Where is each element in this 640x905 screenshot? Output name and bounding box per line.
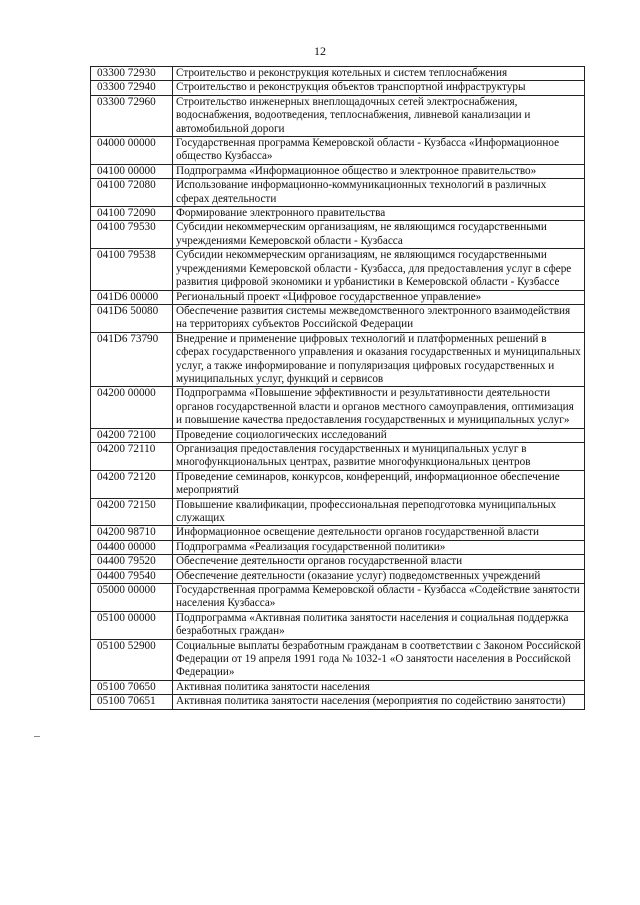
row-code: 04200 98710 xyxy=(91,526,173,540)
row-description: Проведение социологических исследований xyxy=(173,428,585,442)
row-description: Региональный проект «Цифровое государственное управление» xyxy=(173,290,585,304)
row-description: Обеспечение деятельности (оказание услуг) подведомственных учреждений xyxy=(173,569,585,583)
row-description: Активная политика занятости населения xyxy=(173,680,585,694)
table-row xyxy=(91,332,585,387)
table-row xyxy=(91,584,585,612)
table-row xyxy=(91,95,585,136)
table-row xyxy=(91,179,585,207)
row-code: 04200 72120 xyxy=(91,470,173,498)
table-row xyxy=(91,387,585,428)
table-row xyxy=(91,680,585,694)
table-row xyxy=(91,611,585,639)
row-code: 04000 00000 xyxy=(91,137,173,165)
row-code: 05100 52900 xyxy=(91,639,173,680)
table-row xyxy=(91,304,585,332)
row-code: 04200 72110 xyxy=(91,442,173,470)
row-code: 04400 79520 xyxy=(91,555,173,569)
row-code: 04200 72150 xyxy=(91,498,173,526)
row-code: 03300 72940 xyxy=(91,81,173,95)
row-code: 04400 00000 xyxy=(91,540,173,554)
row-description: Обеспечение деятельности органов государственной власти xyxy=(173,555,585,569)
row-description: Проведение семинаров, конкурсов, конференций, информационное обеспечение мероприятий xyxy=(173,470,585,498)
row-code: 03300 72930 xyxy=(91,67,173,81)
table-row xyxy=(91,81,585,95)
row-code: 04100 72090 xyxy=(91,207,173,221)
row-description: Подпрограмма «Информационное общество и электронное правительство» xyxy=(173,164,585,178)
table-row xyxy=(91,290,585,304)
row-description: Строительство инженерных внеплощадочных сетей электроснабжения, водоснабжения, водоотведения, теплоснабжения, ливневой канализации и автомобильной дороги xyxy=(173,95,585,136)
table-row xyxy=(91,207,585,221)
table-row xyxy=(91,526,585,540)
row-code: 04200 00000 xyxy=(91,387,173,428)
table-row xyxy=(91,164,585,178)
row-description: Субсидии некоммерческим организациям, не являющимся государственными учреждениями Кемеровской области - Кузбасса, для предоставления услуг в сфере развития цифровой экономики и урбанистики в Кемеровской области - Кузбассе xyxy=(173,249,585,290)
table-row xyxy=(91,67,585,81)
table-row xyxy=(91,442,585,470)
table-row xyxy=(91,137,585,165)
table-row xyxy=(91,428,585,442)
row-description: Активная политика занятости населения (мероприятия по содействию занятости) xyxy=(173,695,585,709)
table-row xyxy=(91,221,585,249)
row-description: Подпрограмма «Активная политика занятости населения и социальная поддержка безработных граждан» xyxy=(173,611,585,639)
margin-mark xyxy=(34,736,40,737)
row-description: Использование информационно-коммуникационных технологий в различных сферах деятельности xyxy=(173,179,585,207)
row-code: 05000 00000 xyxy=(91,584,173,612)
row-description: Субсидии некоммерческим организациям, не являющимся государственными учреждениями Кемеровской области - Кузбасса xyxy=(173,221,585,249)
row-code: 04400 79540 xyxy=(91,569,173,583)
row-description: Внедрение и применение цифровых технологий и платформенных решений в сферах государственного управления и оказания государственных и муниципальных услуг, а также информирование и популяризация цифровых государственных и муниципальных услуг, функций и сервисов xyxy=(173,332,585,387)
table-row xyxy=(91,470,585,498)
row-description: Государственная программа Кемеровской области - Кузбасса «Информационное общество Кузбасса» xyxy=(173,137,585,165)
budget-codes-table xyxy=(90,66,585,710)
table-row xyxy=(91,249,585,290)
row-code: 05100 00000 xyxy=(91,611,173,639)
row-description: Организация предоставления государственных и муниципальных услуг в многофункциональных центрах, развитие многофункциональных центров xyxy=(173,442,585,470)
table-row xyxy=(91,569,585,583)
row-description: Формирование электронного правительства xyxy=(173,207,585,221)
row-code: 041D6 50080 xyxy=(91,304,173,332)
row-description: Обеспечение развития системы межведомственного электронного взаимодействия на территориях субъектов Российской Федерации xyxy=(173,304,585,332)
row-description: Строительство и реконструкция объектов транспортной инфраструктуры xyxy=(173,81,585,95)
row-description: Повышение квалификации, профессиональная переподготовка муниципальных служащих xyxy=(173,498,585,526)
table-row xyxy=(91,540,585,554)
row-description: Подпрограмма «Повышение эффективности и результативности деятельности органов государственной власти и органов местного самоуправления, оптимизация и повышение качества предоставления государственных и муниципальных услуг» xyxy=(173,387,585,428)
row-code: 04100 79530 xyxy=(91,221,173,249)
row-description: Строительство и реконструкция котельных и систем теплоснабжения xyxy=(173,67,585,81)
page-number: 12 xyxy=(314,44,326,58)
table-body xyxy=(91,67,585,710)
table-row xyxy=(91,695,585,709)
row-code: 041D6 00000 xyxy=(91,290,173,304)
row-code: 05100 70651 xyxy=(91,695,173,709)
row-description: Государственная программа Кемеровской области - Кузбасса «Содействие занятости населения Кузбасса» xyxy=(173,584,585,612)
row-code: 041D6 73790 xyxy=(91,332,173,387)
row-code: 04100 79538 xyxy=(91,249,173,290)
row-code: 05100 70650 xyxy=(91,680,173,694)
row-code: 04100 00000 xyxy=(91,164,173,178)
row-code: 04100 72080 xyxy=(91,179,173,207)
table-row xyxy=(91,639,585,680)
row-description: Социальные выплаты безработным гражданам в соответствии с Законом Российской Федерации от 19 апреля 1991 года № 1032-1 «О занятости населения в Российской Федерации» xyxy=(173,639,585,680)
table-row xyxy=(91,498,585,526)
row-description: Информационное освещение деятельности органов государственной власти xyxy=(173,526,585,540)
row-code: 04200 72100 xyxy=(91,428,173,442)
row-description: Подпрограмма «Реализация государственной политики» xyxy=(173,540,585,554)
table-row xyxy=(91,555,585,569)
row-code: 03300 72960 xyxy=(91,95,173,136)
